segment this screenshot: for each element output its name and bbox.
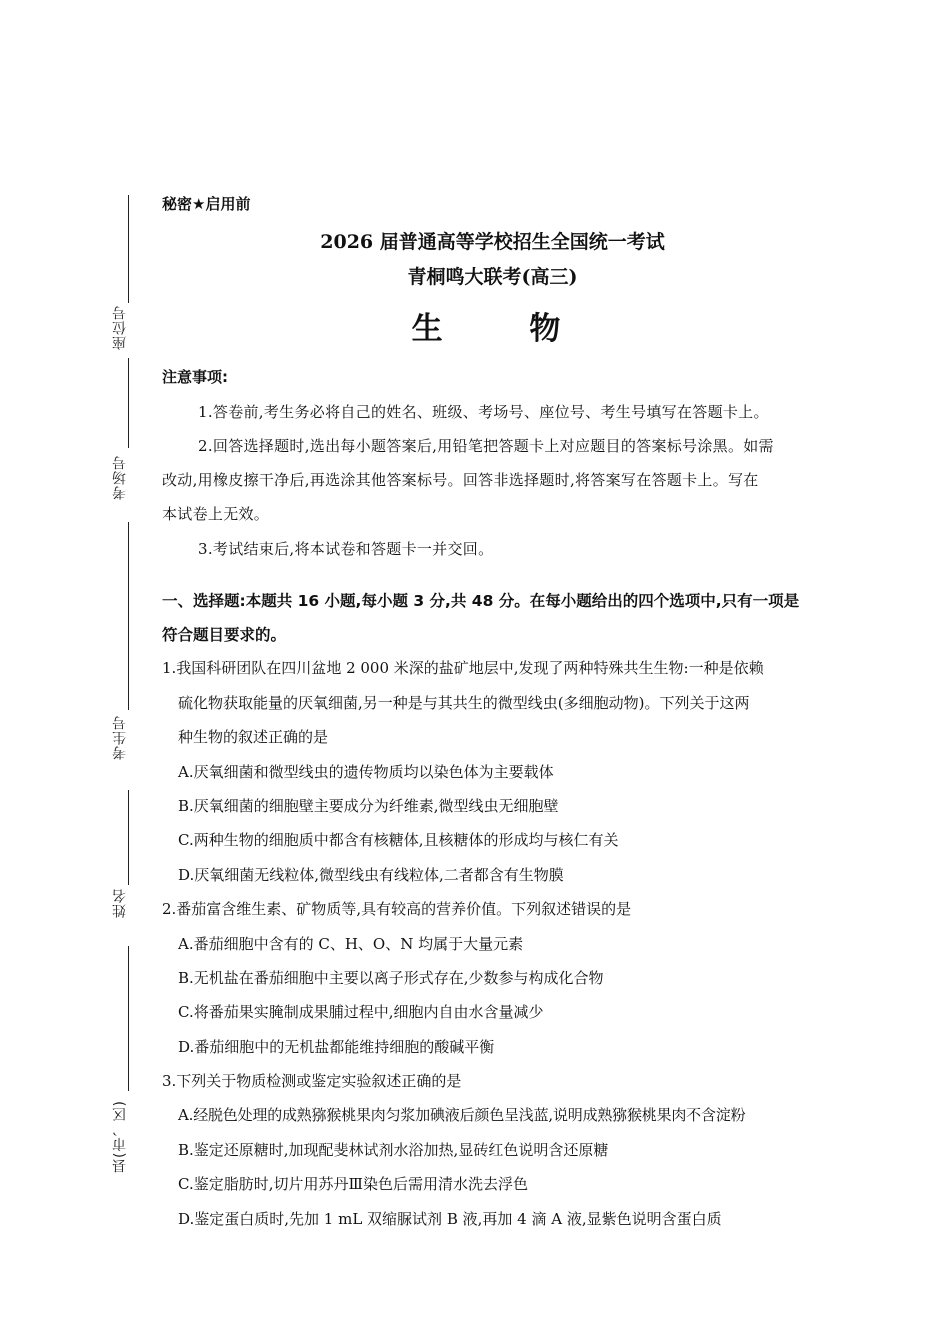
question-stem: 硫化物获取能量的厌氧细菌,另一种是与其共生的微型线虫(多细胞动物)。下列关于这两: [178, 694, 750, 712]
district-label: 县(市、区): [112, 1100, 128, 1173]
option-b: B.鉴定还原糖时,加现配斐林试剂水浴加热,显砖红色说明含还原糖: [178, 1141, 609, 1159]
question-stem: 2.番茄富含维生素、矿物质等,具有较高的营养价值。下列叙述错误的是: [162, 900, 632, 918]
question-stem: 1.我国科研团队在四川盆地 2 000 米深的盐矿地层中,发现了两种特殊共生生物:一种是依赖: [162, 659, 764, 677]
secret-mark: 秘密★启用前: [162, 195, 251, 213]
option-d: D.厌氧细菌无线粒体,微型线虫有线粒体,二者都含有生物膜: [178, 866, 564, 884]
option-b: B.厌氧细菌的细胞壁主要成分为纤维素,微型线虫无细胞壁: [178, 797, 559, 815]
exam-subtitle: 青桐鸣大联考(高三): [407, 266, 578, 288]
candidate-number-label: 考生号: [112, 715, 128, 760]
exam-room-label: 考场号: [112, 455, 128, 500]
option-c: C.两种生物的细胞质中都含有核糖体,且核糖体的形成均与核仁有关: [178, 831, 619, 849]
notice-heading: 注意事项:: [162, 368, 228, 386]
option-a: A.厌氧细菌和微型线虫的遗传物质均以染色体为主要载体: [178, 763, 554, 781]
section-heading: 一、选择题:本题共 16 小题,每小题 3 分,共 48 分。在每小题给出的四个选项中,只有一项是: [162, 592, 800, 610]
notice-line: 2.回答选择题时,选出每小题答案后,用铅笔把答题卡上对应题目的答案标号涂黑。如需: [198, 437, 774, 455]
subject-title: 生 物: [411, 311, 599, 347]
option-c: C.将番茄果实腌制成果脯过程中,细胞内自由水含量减少: [178, 1003, 544, 1021]
section-heading: 符合题目要求的。: [162, 626, 287, 644]
option-d: D.鉴定蛋白质时,先加 1 mL 双缩脲试剂 B 液,再加 4 滴 A 液,显紫色说明含蛋白质: [178, 1210, 722, 1228]
question-stem: 种生物的叙述正确的是: [178, 728, 329, 746]
binding-line: [128, 358, 129, 448]
notice-line: 1.答卷前,考生务必将自己的姓名、班级、考场号、座位号、考生号填写在答题卡上。: [198, 403, 769, 421]
binding-margin: [0, 0, 140, 1344]
option-a: A.番茄细胞中含有的 C、H、O、N 均属于大量元素: [178, 935, 524, 953]
option-d: D.番茄细胞中的无机盐都能维持细胞的酸碱平衡: [178, 1038, 495, 1056]
name-label: 姓名: [112, 888, 128, 918]
option-c: C.鉴定脂肪时,切片用苏丹Ⅲ染色后需用清水洗去浮色: [178, 1175, 528, 1193]
seat-number-label: 座位号: [112, 305, 128, 350]
binding-line: [128, 790, 129, 885]
option-a: A.经脱色处理的成熟猕猴桃果肉匀浆加碘液后颜色呈浅蓝,说明成熟猕猴桃果肉不含淀粉: [178, 1106, 746, 1124]
notice-line: 本试卷上无效。: [162, 505, 270, 523]
option-b: B.无机盐在番茄细胞中主要以离子形式存在,少数参与构成化合物: [178, 969, 604, 987]
binding-line: [128, 946, 129, 1091]
notice-line: 3.考试结束后,将本试卷和答题卡一并交回。: [198, 540, 494, 558]
notice-line: 改动,用橡皮擦干净后,再选涂其他答案标号。回答非选择题时,将答案写在答题卡上。写在: [162, 471, 759, 489]
question-stem: 3.下列关于物质检测或鉴定实验叙述正确的是: [162, 1072, 462, 1090]
exam-title: 2026 届普通高等学校招生全国统一考试: [320, 231, 665, 253]
binding-line: [128, 522, 129, 710]
